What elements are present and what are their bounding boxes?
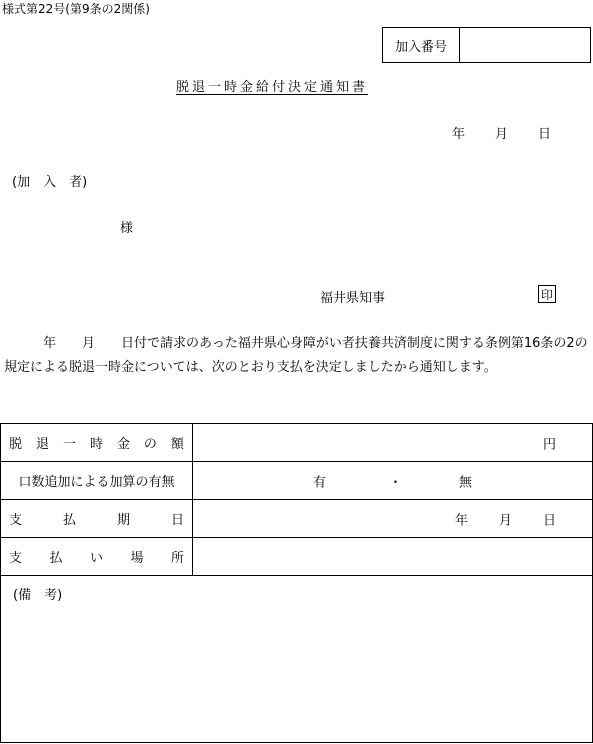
issue-date-year: 年 bbox=[452, 127, 466, 142]
table-row-pay-place bbox=[1, 538, 592, 576]
membership-number-label: 加入番号 bbox=[383, 28, 460, 62]
membership-number-field[interactable] bbox=[460, 28, 590, 62]
honorific: 様 bbox=[120, 221, 134, 236]
pay-place-field[interactable] bbox=[193, 538, 592, 575]
addressee-label: (加 入 者) bbox=[12, 175, 88, 190]
amount-unit: 円 bbox=[543, 437, 557, 452]
addition-no[interactable]: 無 bbox=[459, 475, 473, 490]
pay-date-month: 月 bbox=[499, 513, 513, 528]
notice-body-text: 年 月 日付で請求のあった福井県心身障がい者扶養共済制度に関する条例第16条の2の規定による脱退一時金については、次のとおり支払を決定しましたから通知します。 bbox=[4, 336, 588, 375]
amount-label: 脱 退 一 時 金 の 額 bbox=[1, 424, 193, 461]
form-number-label: 様式第22号(第9条の2関係) bbox=[2, 2, 150, 16]
membership-number-box bbox=[382, 27, 591, 63]
table-row-amount bbox=[1, 424, 592, 462]
details-table bbox=[0, 423, 593, 743]
table-row-pay-date bbox=[1, 500, 592, 538]
seal-mark: 印 bbox=[538, 285, 556, 303]
amount-field[interactable] bbox=[193, 424, 592, 461]
pay-date-year: 年 bbox=[455, 513, 469, 528]
pay-date-day: 日 bbox=[543, 513, 557, 528]
pay-date-field[interactable] bbox=[193, 500, 592, 537]
table-row-addition bbox=[1, 462, 592, 500]
addition-label: 口数追加による加算の有無 bbox=[1, 462, 193, 499]
issuer-name: 福井県知事 bbox=[320, 291, 386, 306]
addition-yes[interactable]: 有 bbox=[313, 475, 327, 490]
issue-date bbox=[452, 123, 551, 142]
issue-date-day: 日 bbox=[538, 127, 552, 142]
addition-separator: ・ bbox=[389, 475, 403, 490]
pay-date-label: 支 払 期 日 bbox=[1, 500, 193, 537]
pay-place-label: 支 払 い 場 所 bbox=[1, 538, 193, 575]
issue-date-month: 月 bbox=[495, 127, 509, 142]
addition-field[interactable] bbox=[193, 462, 592, 499]
document-title: 脱退一時金給付決定通知書 bbox=[176, 80, 369, 95]
remarks-label: (備 考) bbox=[13, 588, 63, 603]
